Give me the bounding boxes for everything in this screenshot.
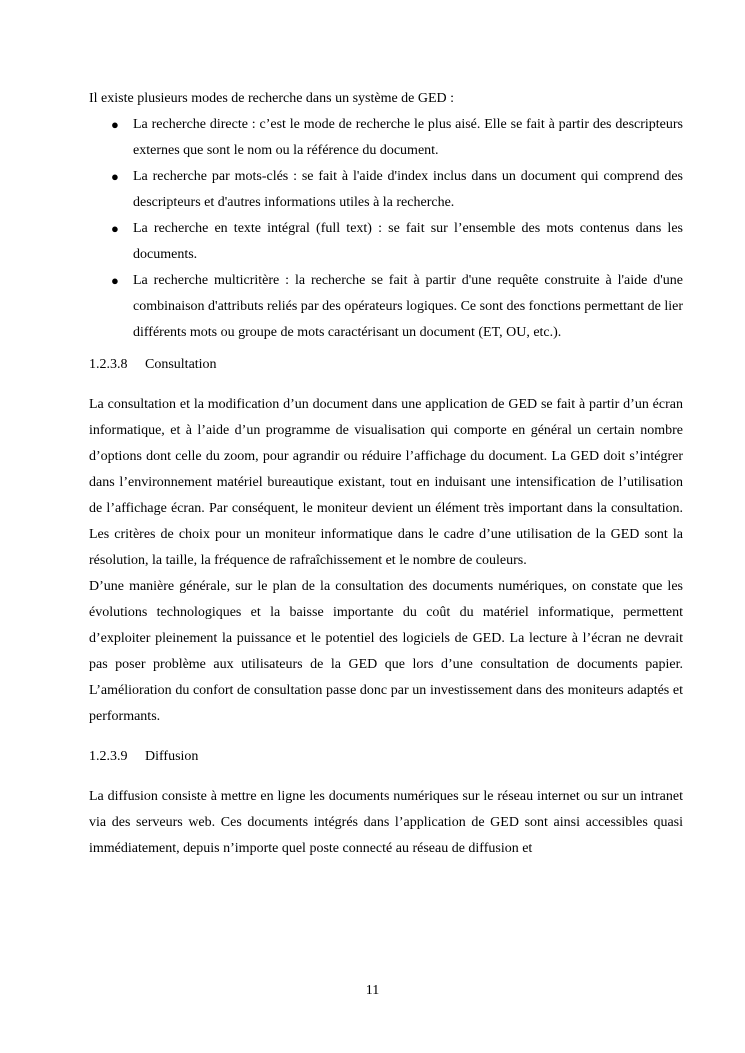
bullet-icon: ●	[111, 273, 119, 288]
section-title: Consultation	[145, 357, 217, 372]
list-item	[89, 216, 683, 268]
search-modes-list	[89, 112, 683, 346]
list-item	[89, 164, 683, 216]
intro-text: Il existe plusieurs modes de recherche dans un système de GED :	[89, 91, 455, 106]
list-item-text: La recherche directe : c’est le mode de recherche le plus aisé. Elle se fait à partir des descripteurs externes que sont le nom ou la référence du document.	[133, 117, 683, 158]
bullet-icon: ●	[111, 117, 119, 132]
list-item	[89, 112, 683, 164]
section-heading-consultation	[89, 352, 683, 378]
bullet-icon: ●	[111, 169, 119, 184]
list-item-text: La recherche en texte intégral (full text) : se fait sur l’ensemble des mots contenus dans les documents.	[133, 221, 683, 262]
document-page	[89, 86, 683, 862]
section-heading-diffusion	[89, 744, 683, 770]
section-number: 1.2.3.9	[89, 749, 128, 764]
diffusion-paragraph-1: La diffusion consiste à mettre en ligne les documents numériques sur le réseau internet ou sur un intranet via des serveurs web. Ces documents intégrés dans l’application de GED sont ainsi accessibles quasi immédiatement, depuis n’importe quel poste connecté au réseau de diffusion et	[89, 789, 683, 856]
bullet-icon: ●	[111, 221, 119, 236]
page-number: 11	[365, 983, 380, 998]
section-number: 1.2.3.8	[89, 357, 128, 372]
list-item	[89, 268, 683, 346]
list-item-text: La recherche par mots-clés : se fait à l'aide d'index inclus dans un document qui comprend des descripteurs et d'autres informations utiles à la recherche.	[133, 169, 683, 210]
section-title: Diffusion	[145, 749, 199, 764]
consultation-paragraph-2: D’une manière générale, sur le plan de la consultation des documents numériques, on constate que les évolutions technologiques et la baisse importante du coût du matériel informatique, permettent d’exploiter pleinement la puissance et le potentiel des logiciels de GED. La lecture à l’écran ne devrait pas poser problème aux utilisateurs de la GED que lors d’une consultation de documents papier. L’amélioration du confort de consultation passe donc par un investissement dans des moniteurs adaptés et performants.	[89, 579, 683, 724]
list-item-text: La recherche multicritère : la recherche se fait à partir d'une requête construite à l'aide d'une combinaison d'attributs reliés par des opérateurs logiques. Ce sont des fonctions permettant de lier différents mots ou groupe de mots caractérisant un document (ET, OU, etc.).	[133, 273, 683, 340]
consultation-paragraph-1: La consultation et la modification d’un document dans une application de GED se fait à partir d’un écran informatique, et à l’aide d’un programme de visualisation qui comporte en général un certain nombre d’options dont celle du zoom, pour agrandir ou réduire l’affichage du document. La GED doit s’intégrer dans l’environnement matériel bureautique existant, tout en induisant une intensification de l’utilisation de l’affichage écran. Par conséquent, le moniteur devient un élément très important dans la consultation. Les critères de choix pour un moniteur informatique dans le cadre d’une utilisation de la GED sont la résolution, la taille, la fréquence de rafraîchissement et le nombre de couleurs.	[89, 397, 683, 568]
